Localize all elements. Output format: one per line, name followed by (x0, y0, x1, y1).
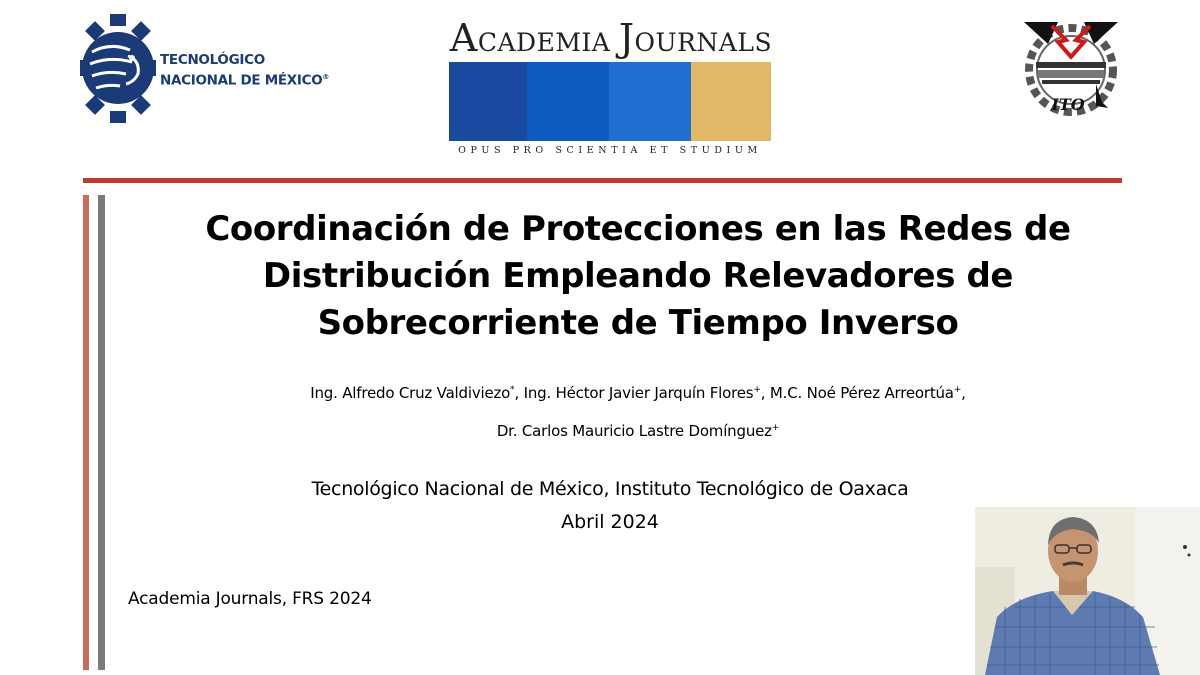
author-2: , Ing. Héctor Javier Jarquín Flores (514, 384, 754, 402)
authors-line-2 (150, 422, 1126, 440)
slide-title-line3: Sobrecorriente de Tiempo Inverso (317, 303, 959, 343)
presentation-date: Abril 2024 (561, 511, 659, 533)
slide-title-line2: Distribución Empleando Relevadores de (262, 256, 1014, 296)
aj-bar-3 (609, 62, 691, 141)
registered-mark: ® (322, 73, 330, 81)
authors-line-1 (150, 384, 1126, 402)
institution: Tecnológico Nacional de México, Instituto Tecnológico de Oaxaca (311, 478, 909, 500)
aj-rest-2: OURNALS (634, 28, 773, 57)
author-3-mark: + (953, 385, 962, 395)
ito-gear-lightning-icon (1018, 14, 1124, 118)
author-3-end: , (961, 384, 966, 402)
tecnm-line1: TECNOLÓGICO (160, 52, 265, 68)
slide-title (150, 206, 1126, 347)
tecnm-wordmark (160, 52, 329, 90)
author-3: , M.C. Noé Pérez Arreortúa (760, 384, 954, 402)
academia-journals-color-bars (449, 62, 771, 141)
header-divider-rule (83, 178, 1122, 183)
slide-title-line1: Coordinación de Protecciones en las Redes de (205, 209, 1071, 249)
side-accent-bar-red (83, 195, 89, 670)
author-1-mark: * (510, 385, 515, 395)
academia-journals-wordmark (448, 16, 774, 60)
author-1: Ing. Alfredo Cruz Valdiviezo (310, 384, 511, 402)
slide-footer: Academia Journals, FRS 2024 (128, 589, 372, 609)
aj-cap-a: A (449, 16, 478, 60)
academia-journals-motto: OPUS PRO SCIENTIA ET STUDIUM (458, 145, 762, 156)
tecnm-line2: NACIONAL DE MÉXICO (160, 72, 323, 89)
aj-bar-1 (449, 62, 527, 141)
aj-bar-4 (691, 62, 771, 141)
ito-lettering: ITO (1051, 95, 1085, 114)
author-4-mark: + (771, 423, 780, 433)
tecnm-gear-eagle-icon (80, 12, 160, 127)
author-4: Dr. Carlos Mauricio Lastre Domínguez (496, 422, 772, 440)
author-2-mark: + (753, 385, 761, 395)
aj-rest-1: CADEMIA (477, 28, 619, 57)
presenter-video-feed (975, 507, 1200, 675)
side-accent-bar-gray (98, 195, 105, 670)
aj-cap-j: J (618, 16, 635, 60)
aj-bar-2 (527, 62, 609, 141)
ito-logo (1018, 14, 1124, 118)
presenter-webcam (975, 507, 1200, 675)
